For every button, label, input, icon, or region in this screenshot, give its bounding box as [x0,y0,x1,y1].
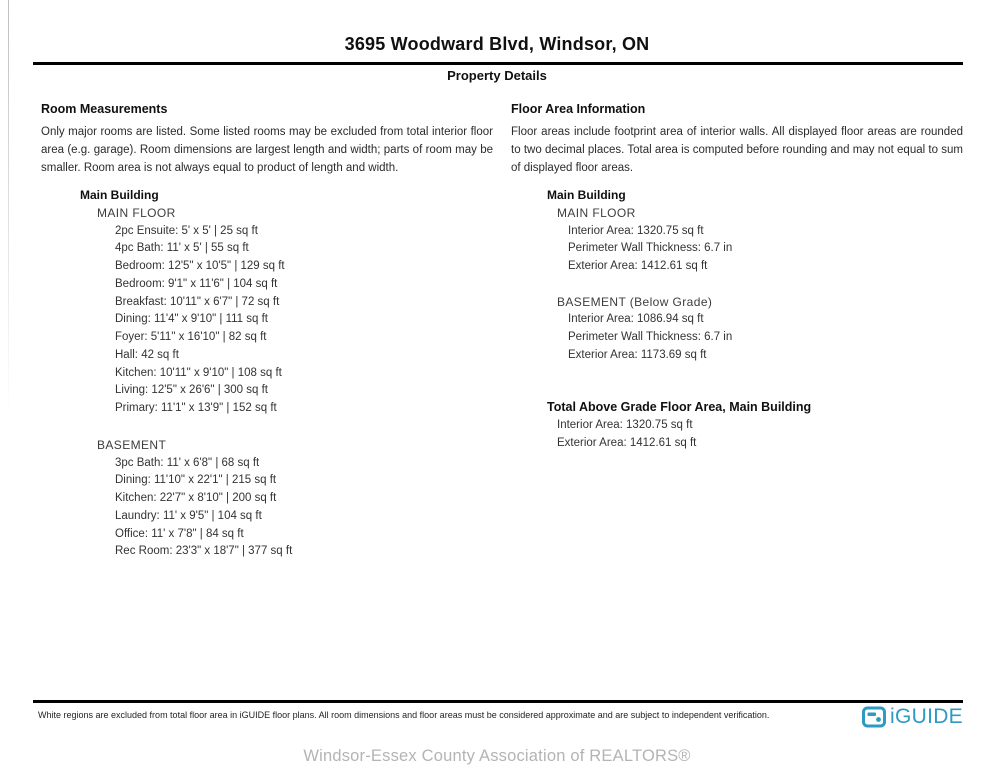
room-measurement-line: Foyer: 5'11" x 16'10" | 82 sq ft [115,331,267,343]
header-divider [33,62,963,65]
room-measurement-line: Hall: 42 sq ft [115,348,179,361]
room-measurements-heading: Room Measurements [41,102,168,116]
floor-area-intro [511,102,963,177]
floor-area-stat-line: Interior Area: 1086.94 sq ft [568,313,704,326]
page-title: 3695 Woodward Blvd, Windsor, ON [344,34,650,54]
footer-divider [33,700,963,703]
room-measurement-line: Office: 11' x 7'8" | 84 sq ft [115,527,244,540]
floor-area-building [547,187,732,365]
iguide-logo [862,705,963,729]
total-stats-list [547,417,811,453]
floor-label-basement: BASEMENT [97,437,167,452]
room-measurement-line: Bedroom: 12'5" x 10'5" | 129 sq ft [115,260,285,272]
watermark-text: Windsor-Essex County Association of REALTORS® [303,747,691,765]
floor-area-heading: Floor Area Information [511,102,646,116]
floor-area-stat-line: Exterior Area: 1173.69 sq ft [568,348,707,361]
room-measurement-line: Laundry: 11' x 9'5" | 104 sq ft [115,509,262,522]
room-measurements-intro [41,102,493,177]
room-measurements-building [80,187,292,561]
room-measurement-line: Primary: 11'1" x 13'9" | 152 sq ft [115,402,277,414]
main-floor-room-list [80,223,292,418]
building-name: Main Building [547,188,626,202]
floor-label-main-floor: MAIN FLOOR [97,205,176,220]
room-measurement-line: Breakfast: 10'11" x 6'7" | 72 sq ft [115,295,280,308]
room-measurement-line: 3pc Bath: 11' x 6'8" | 68 sq ft [115,456,260,469]
iguide-logo-icon [862,706,886,728]
room-measurement-line: Kitchen: 22'7" x 8'10" | 200 sq ft [115,492,277,504]
room-measurement-line: Living: 12'5" x 26'6" | 300 sq ft [115,384,268,397]
room-measurements-description: Only major rooms are listed. Some listed rooms may be excluded from total interior floor area (e.g. garage). Room dimensions are largest length and width; parts of room may be smaller. Room area is not always equal to product of length and width. [41,126,493,174]
room-measurement-line: Kitchen: 10'11" x 9'10" | 108 sq ft [115,366,282,379]
basement-stats-list [547,311,732,364]
floor-area-description: Floor areas include footprint area of interior walls. All displayed floor areas are rounded to two decimal places. Total area is computed before rounding and may not equal to sum of displayed floor areas. [511,126,963,174]
page-subtitle: Property Details [447,68,547,83]
room-measurement-line: Dining: 11'4" x 9'10" | 111 sq ft [115,313,268,326]
room-measurement-line: Rec Room: 23'3" x 18'7" | 377 sq ft [115,545,293,558]
room-measurement-line: Dining: 11'10" x 22'1" | 215 sq ft [115,474,277,487]
floor-area-stat-line: Perimeter Wall Thickness: 6.7 in [568,242,733,255]
floor-area-stat-line: Interior Area: 1320.75 sq ft [557,418,693,431]
iguide-logo-text: iGUIDE [890,705,963,728]
main-floor-stats-list [547,223,732,276]
room-measurement-line: 2pc Ensuite: 5' x 5' | 25 sq ft [115,224,258,237]
floor-label-main-floor: MAIN FLOOR [557,205,636,220]
floor-label-basement-below-grade: BASEMENT (Below Grade) [557,294,713,309]
footer-disclaimer: White regions are excluded from total floor area in iGUIDE floor plans. All room dimensions and floor areas must be considered approximate and are subject to independent verification. [38,710,770,720]
room-measurement-line: Bedroom: 9'1" x 11'6" | 104 sq ft [115,277,278,290]
room-measurement-line: 4pc Bath: 11' x 5' | 55 sq ft [115,242,249,255]
basement-room-list [80,455,292,562]
total-above-grade-block [547,399,811,452]
floor-area-stat-line: Interior Area: 1320.75 sq ft [568,224,704,237]
page-edge-artifact [8,0,9,420]
floor-area-stat-line: Exterior Area: 1412.61 sq ft [568,260,708,272]
total-above-grade-heading: Total Above Grade Floor Area, Main Building [547,400,812,414]
floor-area-stat-line: Exterior Area: 1412.61 sq ft [557,436,697,449]
building-name: Main Building [80,188,159,202]
floor-area-stat-line: Perimeter Wall Thickness: 6.7 in [568,331,733,343]
